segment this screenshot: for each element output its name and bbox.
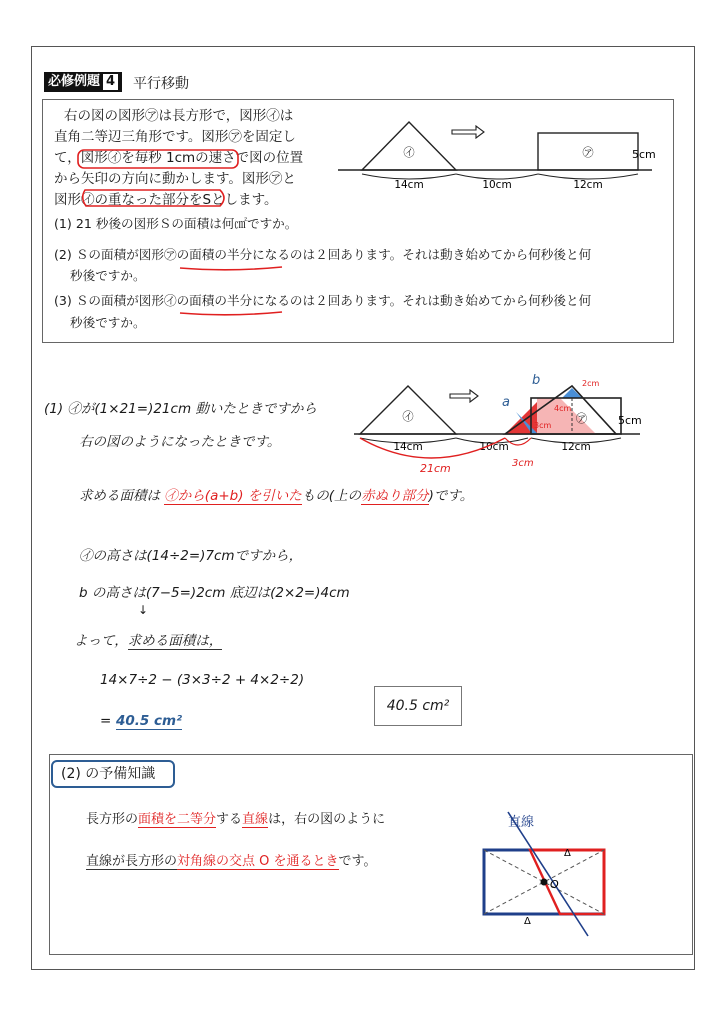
question-1: (1) 21 秒後の図形Ｓの面積は何㎠ですか。 <box>54 216 298 231</box>
question-3a: (3) Ｓの面積が図形㋑の面積の半分になるのは２回あります。それは動き始めてから何秒後と何 <box>54 293 592 308</box>
solution-line-5: b の高さは(7−5=)2cm 底辺は(2×2=)4cm <box>79 585 350 601</box>
line3-c: もの(上の <box>301 488 362 504</box>
prior-line-1 <box>86 808 385 827</box>
red-2cm: 2cm <box>582 379 600 388</box>
problem-figure <box>330 108 670 196</box>
sol-rect-label: ㋐ <box>576 412 587 425</box>
prior-figure <box>470 800 620 940</box>
red-3cm-b: 3cm <box>512 458 534 469</box>
question-2b: 秒後ですか。 <box>70 268 146 283</box>
example-number: 4 <box>103 74 118 90</box>
center-point <box>541 879 548 886</box>
question-underlines <box>170 260 310 320</box>
dim-base: 14cm <box>394 179 424 191</box>
dim-gap: 10cm <box>482 179 512 191</box>
sol-dim-rect: 12cm <box>561 441 591 453</box>
down-arrow: ↓ <box>138 603 149 617</box>
rectangle-label: ㋐ <box>582 146 594 159</box>
solution-line-1: (1) ㋑が(1×21=)21cm 動いたときですから <box>44 401 317 417</box>
move-arrow-icon <box>452 126 484 138</box>
bisect-line <box>508 812 588 936</box>
center-label: O <box>550 878 559 891</box>
line3-a: 求める面積は <box>79 488 160 504</box>
label-b: b <box>532 373 541 388</box>
problem-annotations <box>60 140 360 220</box>
line-label: 直線 <box>508 815 535 830</box>
prior-line-2 <box>86 850 376 869</box>
solution-result-eq: = <box>100 713 112 729</box>
page-title: 平行移動 <box>133 76 189 92</box>
line3-e: )です。 <box>428 488 474 504</box>
red-4cm: 4cm <box>554 404 572 413</box>
triangle-label: ㋑ <box>403 146 415 159</box>
solution-line-3 <box>79 484 473 504</box>
problem-line-2: 直角二等辺三角形です。図形㋐を固定し <box>54 129 296 145</box>
sol-dim-height: 5cm <box>618 414 642 427</box>
question-3b: 秒後ですか。 <box>70 315 146 330</box>
example-label-text: 必修例題 <box>48 74 101 89</box>
solution-figure <box>340 368 670 478</box>
answer-box: 40.5 cm² <box>374 686 462 726</box>
problem-line-1: 右の図の図形㋐は長方形で，図形㋑は <box>64 108 294 124</box>
sol-dim-base: 14cm <box>393 441 423 453</box>
annot-box-1 <box>78 150 238 168</box>
annot-box-2 <box>83 190 224 206</box>
dim-rect: 12cm <box>573 179 603 191</box>
prior-knowledge-label: (2) の予備知識 <box>51 760 175 788</box>
l1-c: する <box>216 812 243 827</box>
problem-line-3: て，図形㋑を毎秒 1cmの速さで図の位置 <box>54 150 304 166</box>
solution-line-4: ㋑の高さは(14÷2=)7cmですから， <box>79 548 303 564</box>
l2-b: 対角線の交点 O を通るとき <box>177 854 339 869</box>
svg-text:Δ: Δ <box>524 916 531 927</box>
line6-a: よって， <box>74 633 128 649</box>
l1-e: は，右の図のように <box>268 812 386 827</box>
svg-text:Δ: Δ <box>564 848 571 859</box>
label-a: a <box>502 395 510 410</box>
sol-dim-gap: 10cm <box>479 441 509 453</box>
dim-height: 5cm <box>632 148 656 161</box>
solution-expression: 14×7÷2 − (3×3÷2 + 4×2÷2) <box>100 672 305 688</box>
question-2a: (2) Ｓの面積が図形㋐の面積の半分になるのは２回あります。それは動き始めてから何秒後と何 <box>54 247 592 262</box>
line3-d: 赤ぬり部分 <box>361 488 429 504</box>
problem-line-4: から矢印の方向に動かします。図形㋐と <box>54 171 296 187</box>
problem-line-5: 図形㋑の重なった部分をSとします。 <box>54 192 278 208</box>
l1-b: 面積を二等分 <box>138 812 217 827</box>
red-21cm: 21cm <box>420 462 451 475</box>
solution-line-6 <box>74 629 222 649</box>
example-label <box>44 72 122 92</box>
l1-d: 直線 <box>242 812 269 827</box>
l1-a: 長方形の <box>86 812 139 827</box>
solution-result: 40.5 cm² <box>116 713 182 729</box>
line3-b: ㋑から(a+b) を引いた <box>164 488 302 504</box>
l2-c: です。 <box>338 854 377 869</box>
l2-a: 直線が長方形の <box>86 854 178 869</box>
red-3cm: 3cm <box>534 421 552 430</box>
solution-line-2: 右の図のようになったときです。 <box>79 434 281 450</box>
sol-triangle-label: ㋑ <box>402 410 414 423</box>
line6-b: 求める面積は， <box>127 633 223 649</box>
